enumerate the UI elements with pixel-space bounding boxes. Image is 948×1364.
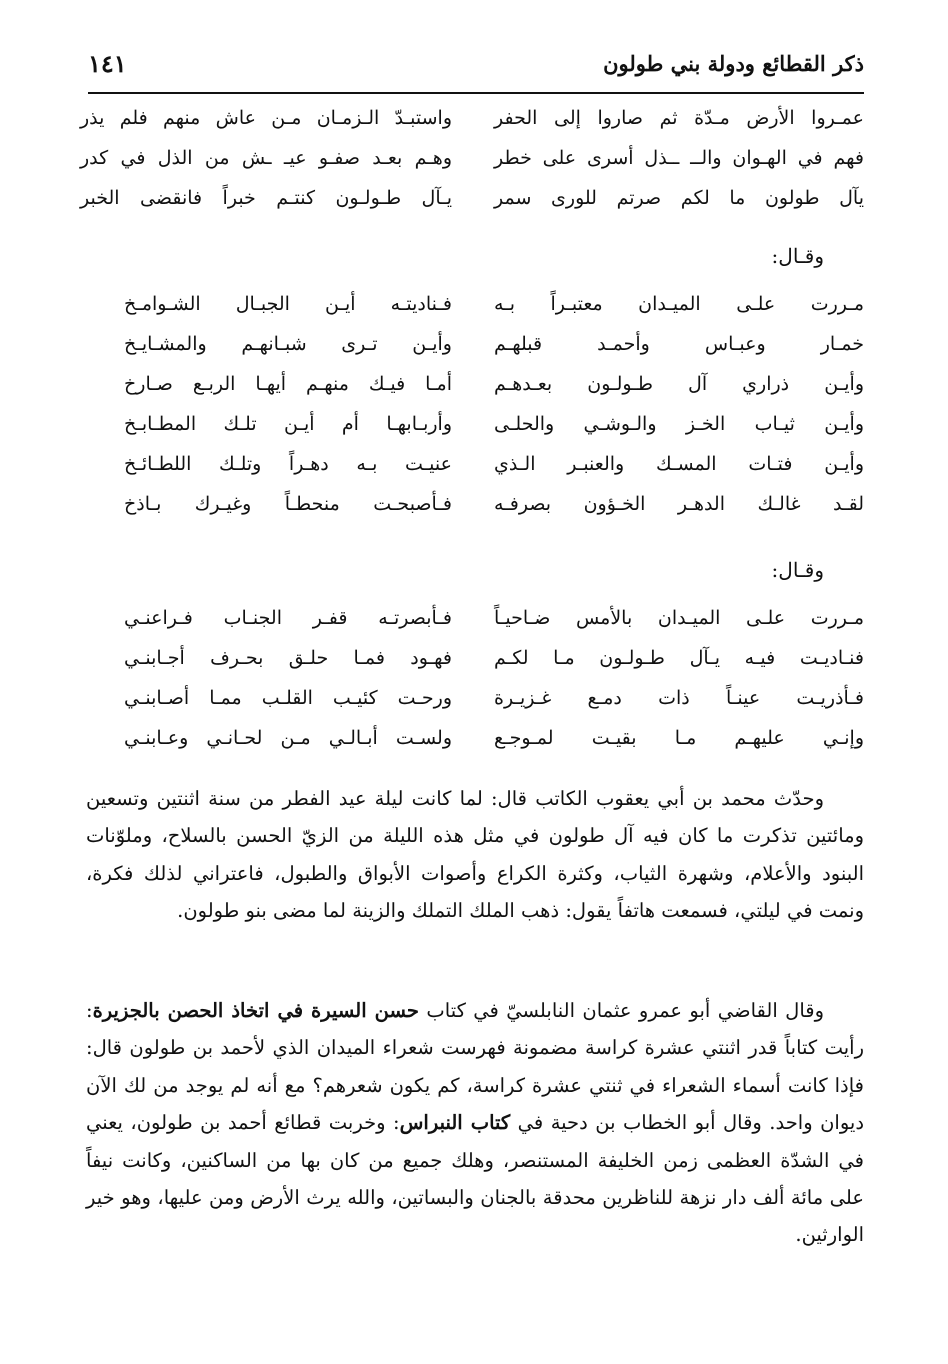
verse-line (80, 444, 864, 484)
said-heading: وقـال: (771, 558, 824, 582)
second-hemistich: فـأبصرتـه قفـر الجنـاب فـراعنـي (124, 607, 452, 629)
first-hemistich: خمـار وعبـاس وأحمـد قبلهـم (494, 333, 864, 355)
first-hemistich: مـررت علـى الميـدان معتبـراً بـه (494, 293, 864, 315)
first-hemistich: فنـاديـت فيـه يـآل طـولـون مـا لكـم (494, 647, 864, 669)
verse-line (80, 484, 864, 524)
verse-line (80, 718, 864, 758)
first-hemistich: يآل طولون ما لكم صرتم للورى سمر (494, 187, 864, 209)
verse-line (80, 284, 864, 324)
first-hemistich: وأيـن فتـات المسـك والعنبـر الـذي (494, 453, 864, 475)
second-hemistich: فهـود فمـا حلـق بحـرف أجـابنـي (124, 647, 452, 669)
second-hemistich: يـآل طـولـون كنتـم خبراً فانقضى الخبر (80, 187, 452, 209)
running-title: ذكر القطائع ودولة بني طولون (603, 50, 864, 76)
second-hemistich: فـأصبحـت منحطـاً وغيـرك بـاذخ (124, 493, 452, 515)
book-title: كتاب النبراس (399, 1111, 511, 1135)
first-hemistich: وأيـن ذراري آل طـولـون بعـدهـم (494, 373, 864, 395)
book-title: حسن السيرة في اتخاذ الحصن بالجزيرة (92, 999, 419, 1022)
first-hemistich: فـأذريـت عينـاً ذات دمـع غـزيـرة (494, 687, 864, 709)
verse-line (80, 678, 864, 718)
second-hemistich: أمـا فيـك منهـم أيهـا الربـع صـارخ (124, 373, 452, 395)
page-header (88, 38, 864, 88)
second-hemistich: وأيـن تـرى شبـانهـم والمشـايـخ (124, 333, 452, 355)
verse-line (80, 138, 864, 178)
paragraph-text: : رأيت كتاباً قدر اثنتي عشرة كراسة مضمونة فهرست شعراء الميدان الذي لأحمد بن طولون قال: فإذا كانت أسماء الشعراء في ثنتي عشرة كراسة، كم يكون شعرهم؟ مع أنه لم يوجد من لك الآن ديوان واحد. وقال أبو الخطاب بن دحية في (86, 999, 864, 1135)
second-hemistich: فـناديتـه أيـن الجبـال الشـوامـخ (124, 293, 452, 315)
verse-line (80, 638, 864, 678)
verse-line (80, 178, 864, 218)
first-hemistich: وإنـي عليهـم مـا بقيـت لمـوجـع (494, 727, 864, 749)
first-hemistich: عمـروا الأرض مـدّة ثم صاروا إلى الحفر (494, 107, 864, 129)
page-number: ١٤١ (88, 48, 127, 78)
verse-line (80, 598, 864, 638)
said-heading: وقـال: (771, 244, 824, 268)
second-hemistich: عنيـت بـه دهـراً وتلـك اللطـائـخ (124, 453, 452, 475)
verse-line (80, 98, 864, 138)
second-hemistich: وأربـابهـا أم أيـن تلـك المطـابـخ (124, 413, 452, 435)
second-hemistich: واستبـدّ الـزمـان مـن عاش منهم فلم يذر (80, 107, 452, 129)
verse-line (80, 324, 864, 364)
first-hemistich: لقـد غالـك الدهـر الخـؤون بصرفـه (494, 493, 864, 515)
first-hemistich: وأيـن ثيـاب الخـز والـوشـي والحلـى (494, 413, 864, 435)
verse-line (80, 404, 864, 444)
second-hemistich: ورحـت كئيـب القلـب ممـا أصـابنـي (124, 687, 452, 709)
second-hemistich: وهـم بعـد صفـو عيـ ـش من الذل في كدر (80, 147, 452, 169)
header-rule (88, 92, 864, 94)
verse-line (80, 364, 864, 404)
paragraph-text: : وخربت قطائع أحمد بن طولون، يعني في الشدّة العظمى زمن الخليفة المستنصر، وهلك جميع من كان بها من الساكنين، وكانت نيفاً على مائة ألف دار نزهة للناظرين محدقة بالجنان والبساتين، والله يرث الأرض ومن عليها، وهو خير الوارثين. (86, 1111, 864, 1247)
first-hemistich: فهم في الهـوان والــ ــذل أسرى على خطر (494, 147, 864, 169)
second-hemistich: ولسـت أبـالـي مـن لحـانـي وعـابنـي (124, 727, 452, 749)
prose-paragraph (86, 992, 864, 1254)
paragraph-text: وقال القاضي أبو عمرو عثمان النابلسيّ في كتاب (418, 999, 825, 1022)
prose-paragraph: وحدّث محمد بن أبي يعقوب الكاتب قال: لما كانت ليلة عيد الفطر من سنة اثنتين وتسعين ومائتين تذكرت ما كان فيه آل طولون في مثل هذه الليلة من الزيّ الحسن بالسلاح، وملوّنات البنود والأعلام، وشهرة الثياب، وكثرة الكراع وأصوات الأبواق والطبول، فاعتراني لذلك فكرة، ونمت في ليلتي، فسمعت هاتفاً يقول: ذهب الملك التملك والزينة لما مضى بنو طولون. (86, 787, 864, 923)
first-hemistich: مـررت علـى الميـدان بالأمس ضـاحيـاً (494, 607, 864, 629)
